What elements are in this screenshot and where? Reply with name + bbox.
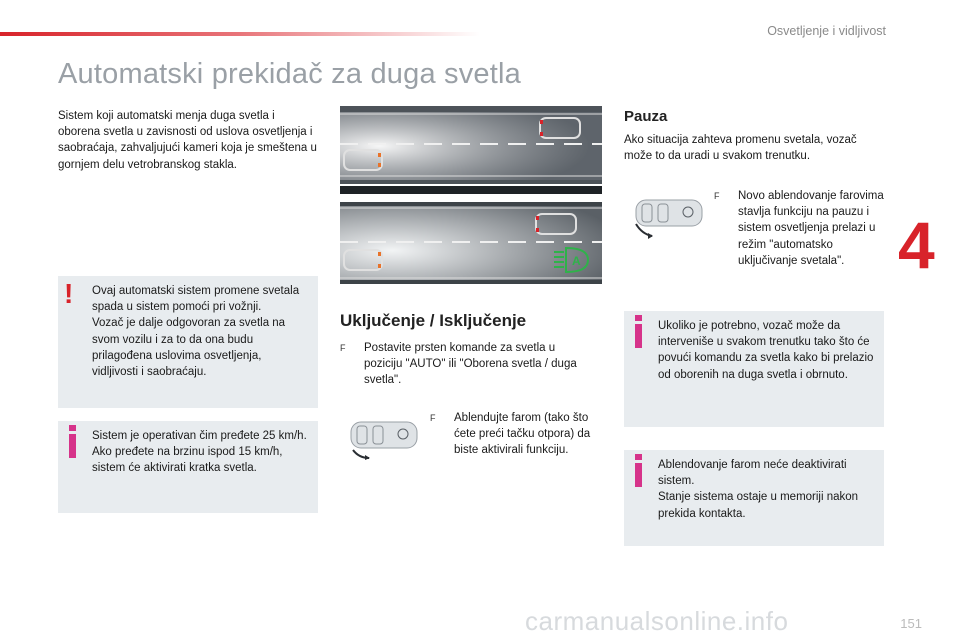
- info-box-right-2: [624, 450, 884, 546]
- page-title: Automatski prekidač za duga svetla: [58, 58, 521, 90]
- bullet-mark: F: [340, 343, 346, 353]
- light-stalk-image-2: [630, 196, 708, 242]
- header-accent-bar: [0, 32, 480, 36]
- warning-line-1: Ovaj automatski sistem promene svetala spada u sistem pomoći pri vožnji.: [92, 285, 300, 314]
- bullet-on-off-1: [340, 340, 602, 390]
- chapter-number: 4: [898, 208, 935, 282]
- info-box-right-1: [624, 311, 884, 427]
- info-right-2-line-2: Stanje sistema ostaje u memoriji nakon prekida kontakta.: [658, 491, 859, 520]
- info-right-1-text: Ukoliko je potrebno, vozač može da interveniše u svakom trenutku tako što će povući komandu za svetla kako bi prelazio od oborenih na duga svetla i obrnuto.: [658, 320, 874, 381]
- info-left-line-1: Sistem je operativan čim pređete 25 km/h.: [92, 430, 307, 442]
- bullet-mark: F: [714, 191, 720, 201]
- bullet-mark: F: [430, 413, 436, 423]
- light-stalk-icon: [345, 414, 423, 460]
- light-stalk-image-1: [345, 414, 423, 460]
- section-heading-pause: Pauza: [624, 108, 668, 125]
- watermark: carmanualsonline.info: [525, 606, 789, 636]
- info-icon: [632, 315, 646, 349]
- bullet-on-off-1-text: Postavite prsten komande za svetla u poziciju "AUTO" ili "Oborena svetla / duga svetla".: [364, 342, 577, 387]
- svg-text:A: A: [572, 254, 581, 268]
- info-right-2-line-1: Ablendovanje farom neće deaktivirati sistem.: [658, 459, 847, 488]
- bullet-on-off-2-text: Ablendujte farom (tako što ćete preći tačku otpora) da biste aktivirali funkciju.: [454, 412, 591, 457]
- pause-paragraph: Ako situacija zahteva promenu svetala, vozač može to da uradi u svakom trenutku.: [624, 134, 857, 163]
- info-icon: [632, 454, 646, 488]
- warning-exclamation-icon: !: [64, 278, 74, 309]
- page-number: 151: [900, 616, 922, 631]
- warning-box: [58, 276, 318, 408]
- warning-line-2: Vozač je dalje odgovoran za svetla na svom vozilu i za to da ona budu prilagođena uslovima osvetljenja, vidljivosti i saobraćaju.: [92, 317, 286, 379]
- high-beam-illustration: [340, 106, 602, 284]
- bullet-pause-text: Novo ablendovanje farovima stavlja funkciju na pauzu i sistem osvetljenja prelazi u režim "automatsko uključivanje svetala".: [738, 190, 884, 267]
- info-left-line-2: Ako pređete na brzinu ispod 15 km/h, sistem će aktivirati kratka svetla.: [92, 446, 283, 475]
- light-stalk-icon: [630, 196, 708, 242]
- chapter-title: Osvetljenje i vidljivost: [767, 24, 886, 38]
- section-heading-on-off: Uključenje / Isključenje: [340, 311, 527, 330]
- info-icon: [66, 425, 80, 459]
- bullet-on-off-2: [430, 410, 602, 462]
- bullet-pause: [714, 188, 884, 288]
- info-box-left: [58, 421, 318, 513]
- intro-paragraph: Sistem koji automatski menja duga svetla i oborena svetla u zavisnosti od uslova osvetljenja i saobraćaja, zahvaljujući kameri koja je smeštena u gornjem delu vetrobranskog stakla.: [58, 110, 317, 171]
